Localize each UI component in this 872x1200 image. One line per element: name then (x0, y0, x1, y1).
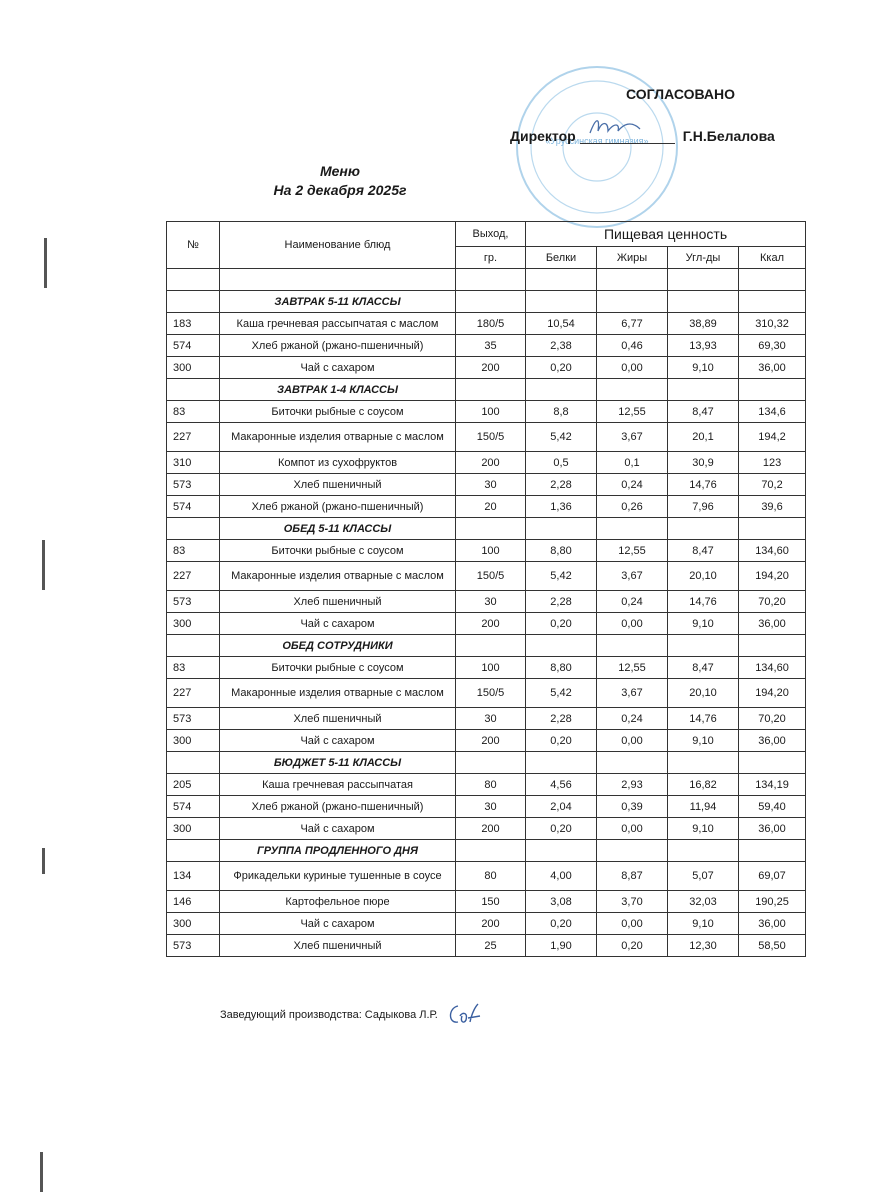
dish-kcal: 69,30 (739, 335, 806, 357)
director-signature (580, 127, 675, 144)
empty-cell (456, 518, 526, 540)
table-row (167, 679, 806, 708)
dish-number: 300 (167, 913, 220, 935)
header-proteins: Белки (526, 247, 597, 269)
dish-proteins: 10,54 (526, 313, 597, 335)
director-name: Г.Н.Белалова (682, 128, 775, 144)
footer (220, 1002, 482, 1028)
empty-cell (739, 752, 806, 774)
table-row (167, 452, 806, 474)
empty-cell (668, 840, 739, 862)
dish-carbs: 38,89 (668, 313, 739, 335)
dish-kcal: 310,32 (739, 313, 806, 335)
dish-name: Хлеб пшеничный (220, 591, 456, 613)
table-row (167, 657, 806, 679)
dish-name: Картофельное пюре (220, 891, 456, 913)
dish-fats: 12,55 (597, 657, 668, 679)
dish-carbs: 8,47 (668, 401, 739, 423)
section-title: ГРУППА ПРОДЛЕННОГО ДНЯ (220, 840, 456, 862)
stamp-text: «Уруссинская гимназия» (545, 136, 649, 146)
dish-proteins: 8,80 (526, 657, 597, 679)
dish-kcal: 134,6 (739, 401, 806, 423)
dish-number: 573 (167, 935, 220, 957)
empty-cell (456, 752, 526, 774)
dish-fats: 6,77 (597, 313, 668, 335)
empty-cell (597, 752, 668, 774)
dish-kcal: 39,6 (739, 496, 806, 518)
dish-fats: 3,67 (597, 679, 668, 708)
dish-proteins: 3,08 (526, 891, 597, 913)
dish-number: 83 (167, 657, 220, 679)
dish-number: 573 (167, 591, 220, 613)
section-title: ОБЕД 5-11 КЛАССЫ (220, 518, 456, 540)
table-row (167, 357, 806, 379)
dish-name: Биточки рыбные с соусом (220, 401, 456, 423)
menu-title-label: Меню (319, 163, 360, 179)
dish-fats: 3,67 (597, 423, 668, 452)
table-row (167, 423, 806, 452)
header-number: № (167, 222, 220, 269)
empty-cell (456, 291, 526, 313)
empty-cell (668, 752, 739, 774)
empty-cell (526, 518, 597, 540)
empty-cell (668, 518, 739, 540)
dish-output: 150 (456, 891, 526, 913)
empty-cell (456, 635, 526, 657)
dish-proteins: 4,56 (526, 774, 597, 796)
empty-cell (167, 635, 220, 657)
dish-kcal: 70,2 (739, 474, 806, 496)
dish-proteins: 0,20 (526, 730, 597, 752)
dish-kcal: 36,00 (739, 913, 806, 935)
dish-fats: 0,24 (597, 474, 668, 496)
director-label: Директор (510, 128, 576, 144)
section-row (167, 635, 806, 657)
section-title: БЮДЖЕТ 5-11 КЛАССЫ (220, 752, 456, 774)
dish-output: 200 (456, 452, 526, 474)
dish-kcal: 190,25 (739, 891, 806, 913)
dish-number: 300 (167, 818, 220, 840)
empty-cell (167, 840, 220, 862)
dish-output: 200 (456, 357, 526, 379)
scan-artifact (44, 238, 47, 288)
dish-output: 150/5 (456, 423, 526, 452)
table-row (167, 708, 806, 730)
dish-carbs: 20,10 (668, 679, 739, 708)
empty-cell (167, 379, 220, 401)
dish-fats: 12,55 (597, 540, 668, 562)
dish-name: Каша гречневая рассыпчатая с маслом (220, 313, 456, 335)
dish-output: 80 (456, 862, 526, 891)
dish-number: 227 (167, 562, 220, 591)
header-carbs: Угл-ды (668, 247, 739, 269)
empty-cell (739, 840, 806, 862)
empty-cell (739, 379, 806, 401)
dish-carbs: 8,47 (668, 657, 739, 679)
dish-number: 573 (167, 708, 220, 730)
dish-name: Хлеб ржаной (ржано-пшеничный) (220, 335, 456, 357)
dish-proteins: 0,20 (526, 913, 597, 935)
dish-fats: 0,26 (597, 496, 668, 518)
header-dish: Наименование блюд (220, 222, 456, 269)
dish-name: Чай с сахаром (220, 818, 456, 840)
table-row (167, 935, 806, 957)
scan-artifact (40, 1152, 43, 1192)
dish-proteins: 4,00 (526, 862, 597, 891)
dish-carbs: 14,76 (668, 708, 739, 730)
dish-carbs: 9,10 (668, 357, 739, 379)
header-output: Выход, (456, 222, 526, 247)
dish-number: 300 (167, 613, 220, 635)
dish-kcal: 36,00 (739, 730, 806, 752)
dish-proteins: 8,80 (526, 540, 597, 562)
dish-name: Хлеб ржаной (ржано-пшеничный) (220, 496, 456, 518)
dish-carbs: 9,10 (668, 613, 739, 635)
dish-number: 83 (167, 401, 220, 423)
dish-proteins: 8,8 (526, 401, 597, 423)
table-row (167, 474, 806, 496)
dish-kcal: 69,07 (739, 862, 806, 891)
dish-output: 200 (456, 613, 526, 635)
empty-cell (167, 291, 220, 313)
dish-name: Макаронные изделия отварные с маслом (220, 679, 456, 708)
dish-output: 30 (456, 591, 526, 613)
dish-fats: 0,00 (597, 818, 668, 840)
dish-proteins: 2,04 (526, 796, 597, 818)
table-row (167, 613, 806, 635)
scan-artifact (42, 540, 45, 590)
dish-output: 100 (456, 540, 526, 562)
dish-proteins: 2,28 (526, 708, 597, 730)
section-row (167, 840, 806, 862)
dish-proteins: 0,20 (526, 818, 597, 840)
empty-cell (526, 635, 597, 657)
dish-output: 100 (456, 657, 526, 679)
dish-number: 300 (167, 730, 220, 752)
dish-fats: 0,00 (597, 613, 668, 635)
dish-carbs: 16,82 (668, 774, 739, 796)
menu-table (166, 221, 806, 957)
table-row (167, 401, 806, 423)
dish-number: 227 (167, 423, 220, 452)
table-row (167, 774, 806, 796)
empty-cell (668, 635, 739, 657)
section-title: ОБЕД СОТРУДНИКИ (220, 635, 456, 657)
table-row (167, 730, 806, 752)
dish-name: Компот из сухофруктов (220, 452, 456, 474)
dish-proteins: 0,5 (526, 452, 597, 474)
dish-number: 573 (167, 474, 220, 496)
dish-proteins: 5,42 (526, 423, 597, 452)
empty-cell (597, 379, 668, 401)
dish-carbs: 30,9 (668, 452, 739, 474)
dish-carbs: 5,07 (668, 862, 739, 891)
dish-kcal: 70,20 (739, 591, 806, 613)
empty-cell (739, 635, 806, 657)
dish-output: 200 (456, 818, 526, 840)
dish-name: Макаронные изделия отварные с маслом (220, 423, 456, 452)
dish-number: 574 (167, 335, 220, 357)
table-row (167, 913, 806, 935)
dish-output: 20 (456, 496, 526, 518)
section-title: ЗАВТРАК 1-4 КЛАССЫ (220, 379, 456, 401)
empty-cell (456, 840, 526, 862)
header-output-unit: гр. (456, 247, 526, 269)
dish-fats: 0,46 (597, 335, 668, 357)
dish-carbs: 9,10 (668, 730, 739, 752)
table-row (167, 891, 806, 913)
dish-fats: 0,24 (597, 708, 668, 730)
dish-output: 180/5 (456, 313, 526, 335)
dish-proteins: 5,42 (526, 679, 597, 708)
dish-name: Хлеб пшеничный (220, 935, 456, 957)
dish-number: 227 (167, 679, 220, 708)
dish-number: 574 (167, 796, 220, 818)
dish-output: 200 (456, 730, 526, 752)
dish-output: 25 (456, 935, 526, 957)
dish-fats: 0,00 (597, 913, 668, 935)
dish-kcal: 59,40 (739, 796, 806, 818)
dish-fats: 8,87 (597, 862, 668, 891)
dish-output: 150/5 (456, 679, 526, 708)
table-row (167, 335, 806, 357)
dish-name: Хлеб пшеничный (220, 708, 456, 730)
dish-kcal: 194,20 (739, 562, 806, 591)
dish-fats: 0,00 (597, 357, 668, 379)
dish-name: Фрикадельки куриные тушенные в соусе (220, 862, 456, 891)
empty-cell (739, 291, 806, 313)
empty-cell (597, 635, 668, 657)
section-row (167, 752, 806, 774)
dish-fats: 0,00 (597, 730, 668, 752)
section-row (167, 379, 806, 401)
empty-cell (167, 518, 220, 540)
dish-carbs: 7,96 (668, 496, 739, 518)
dish-fats: 3,67 (597, 562, 668, 591)
empty-cell (597, 840, 668, 862)
dish-number: 83 (167, 540, 220, 562)
dish-proteins: 0,20 (526, 357, 597, 379)
dish-proteins: 1,36 (526, 496, 597, 518)
table-row (167, 796, 806, 818)
manager-signature (444, 1002, 482, 1028)
dish-kcal: 36,00 (739, 818, 806, 840)
dish-number: 146 (167, 891, 220, 913)
dish-carbs: 32,03 (668, 891, 739, 913)
dish-name: Хлеб ржаной (ржано-пшеничный) (220, 796, 456, 818)
dish-fats: 3,70 (597, 891, 668, 913)
dish-fats: 0,20 (597, 935, 668, 957)
table-row (167, 496, 806, 518)
empty-cell (526, 379, 597, 401)
dish-kcal: 134,60 (739, 657, 806, 679)
empty-cell (526, 840, 597, 862)
table-row (167, 313, 806, 335)
dish-kcal: 194,2 (739, 423, 806, 452)
dish-number: 183 (167, 313, 220, 335)
header-fats: Жиры (597, 247, 668, 269)
dish-output: 150/5 (456, 562, 526, 591)
scan-artifact (42, 848, 45, 874)
dish-output: 35 (456, 335, 526, 357)
dish-fats: 12,55 (597, 401, 668, 423)
table-row (167, 540, 806, 562)
header-kcal: Ккал (739, 247, 806, 269)
dish-fats: 0,24 (597, 591, 668, 613)
dish-proteins: 2,28 (526, 474, 597, 496)
empty-cell (597, 291, 668, 313)
dish-name: Биточки рыбные с соусом (220, 657, 456, 679)
dish-proteins: 0,20 (526, 613, 597, 635)
footer-text: Заведующий производства: Садыкова Л.Р. (220, 1009, 438, 1021)
empty-cell (668, 379, 739, 401)
dish-name: Чай с сахаром (220, 730, 456, 752)
dish-number: 574 (167, 496, 220, 518)
dish-output: 30 (456, 796, 526, 818)
dish-proteins: 5,42 (526, 562, 597, 591)
dish-name: Чай с сахаром (220, 913, 456, 935)
dish-carbs: 12,30 (668, 935, 739, 957)
dish-fats: 0,39 (597, 796, 668, 818)
dish-fats: 2,93 (597, 774, 668, 796)
dish-name: Каша гречневая рассыпчатая (220, 774, 456, 796)
dish-name: Чай с сахаром (220, 357, 456, 379)
dish-carbs: 13,93 (668, 335, 739, 357)
dish-kcal: 36,00 (739, 613, 806, 635)
dish-name: Чай с сахаром (220, 613, 456, 635)
empty-cell (597, 518, 668, 540)
empty-cell (456, 379, 526, 401)
section-title: ЗАВТРАК 5-11 КЛАССЫ (220, 291, 456, 313)
table-row (167, 862, 806, 891)
dish-fats: 0,1 (597, 452, 668, 474)
approval-title: СОГЛАСОВАНО (626, 86, 735, 102)
dish-proteins: 2,38 (526, 335, 597, 357)
dish-kcal: 134,19 (739, 774, 806, 796)
section-row (167, 291, 806, 313)
dish-kcal: 123 (739, 452, 806, 474)
empty-cell (167, 752, 220, 774)
dish-name: Хлеб пшеничный (220, 474, 456, 496)
menu-date: На 2 декабря 2025г (273, 182, 407, 198)
table-row (167, 591, 806, 613)
empty-cell (739, 518, 806, 540)
empty-cell (526, 752, 597, 774)
dish-kcal: 36,00 (739, 357, 806, 379)
dish-number: 205 (167, 774, 220, 796)
approval-line (510, 127, 775, 144)
section-row (167, 518, 806, 540)
dish-carbs: 9,10 (668, 913, 739, 935)
dish-proteins: 1,90 (526, 935, 597, 957)
dish-carbs: 8,47 (668, 540, 739, 562)
dish-name: Макаронные изделия отварные с маслом (220, 562, 456, 591)
dish-output: 200 (456, 913, 526, 935)
spacer-row (167, 269, 806, 291)
dish-kcal: 58,50 (739, 935, 806, 957)
dish-number: 134 (167, 862, 220, 891)
dish-carbs: 20,10 (668, 562, 739, 591)
header-nutrition: Пищевая ценность (526, 222, 806, 247)
dish-carbs: 14,76 (668, 591, 739, 613)
dish-proteins: 2,28 (526, 591, 597, 613)
dish-carbs: 11,94 (668, 796, 739, 818)
table-row (167, 562, 806, 591)
dish-carbs: 14,76 (668, 474, 739, 496)
dish-name: Биточки рыбные с соусом (220, 540, 456, 562)
dish-output: 100 (456, 401, 526, 423)
dish-output: 30 (456, 708, 526, 730)
dish-kcal: 70,20 (739, 708, 806, 730)
dish-carbs: 20,1 (668, 423, 739, 452)
dish-output: 80 (456, 774, 526, 796)
dish-number: 310 (167, 452, 220, 474)
table-row (167, 818, 806, 840)
menu-body (167, 291, 806, 957)
empty-cell (668, 291, 739, 313)
dish-kcal: 194,20 (739, 679, 806, 708)
dish-number: 300 (167, 357, 220, 379)
dish-output: 30 (456, 474, 526, 496)
menu-title (240, 162, 440, 200)
dish-kcal: 134,60 (739, 540, 806, 562)
dish-carbs: 9,10 (668, 818, 739, 840)
empty-cell (526, 291, 597, 313)
